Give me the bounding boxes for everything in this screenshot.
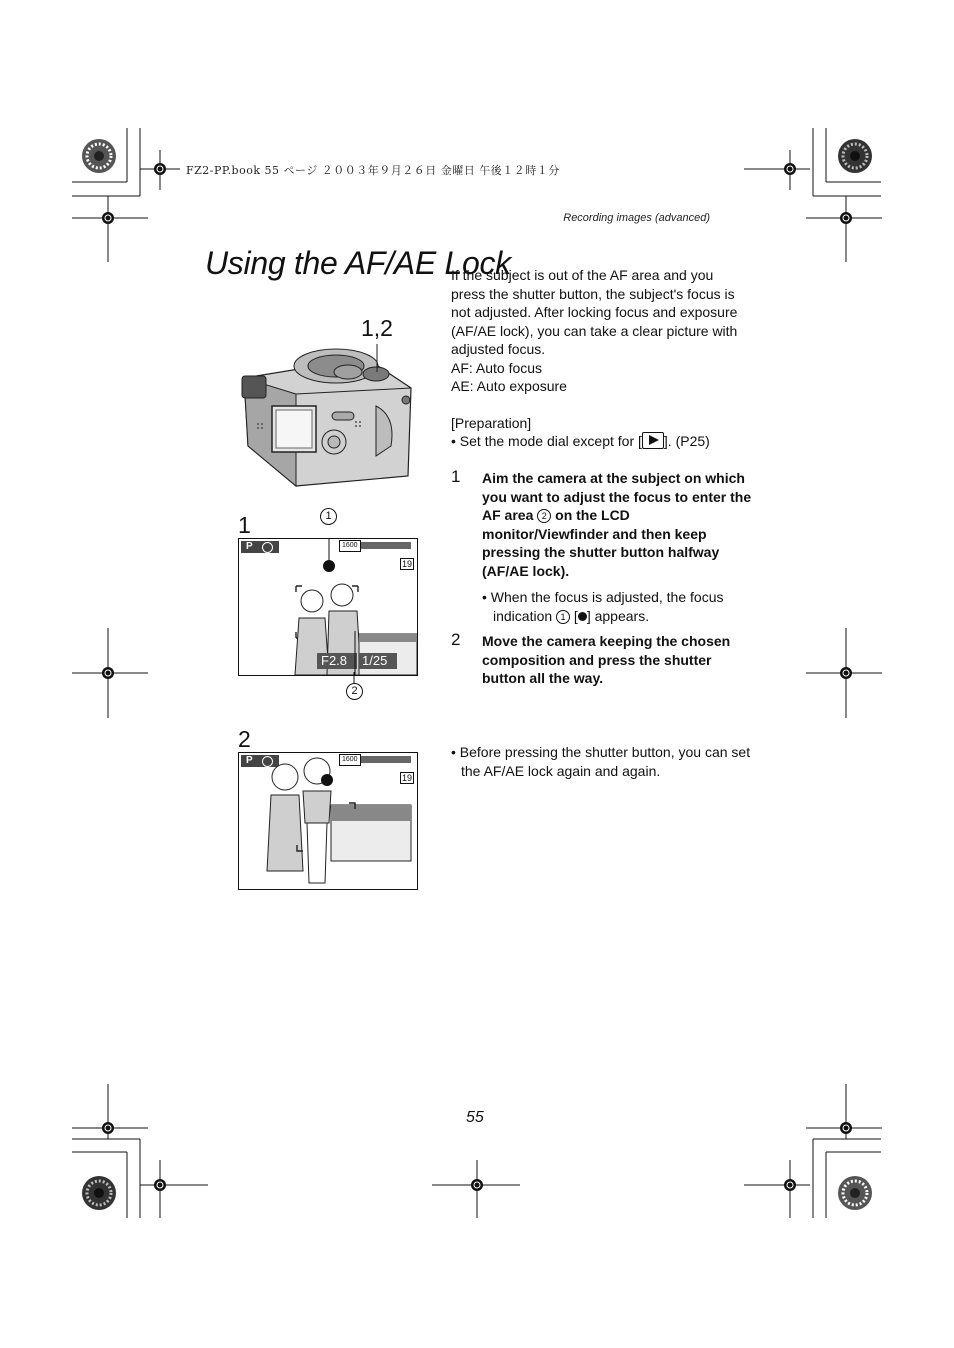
prep-text-after: ]. (P25) (663, 433, 710, 449)
preparation-bullet: • Set the mode dial except for [ ]. (P25) (451, 433, 710, 449)
mode-label: P (246, 541, 253, 552)
intro-text: If the subject is out of the AF area and you press the shutter button, the subject's focus is not adjusted. After locking focus and exposure (AF/AE lock), you can take a clear picture with adjusted focus. (451, 267, 738, 357)
ae-definition: AE: Auto exposure (451, 378, 567, 394)
mode-label-2: P (246, 755, 253, 766)
lcd-screen-2 (238, 752, 418, 890)
focus-dot-icon (578, 612, 587, 621)
focus-indicator-dot (323, 560, 335, 572)
step-1-text-a: Aim the camera at the subject on which you want to adjust the focus to enter the AF area (482, 470, 752, 523)
iso-display-2: 1600 (339, 754, 361, 766)
step-1-text-b: on the LCD monitor/Viewfinder and then keep pressing the shutter button halfway (AF/AE lock). (482, 507, 720, 579)
camera-figure-label: 1,2 (361, 315, 393, 341)
step-1-sub-b: [ (570, 607, 578, 624)
scene-illustration (239, 539, 417, 675)
step-1-sub-c: ] appears. (586, 607, 650, 624)
shutter-readout: 1/25 (362, 653, 388, 668)
intro-paragraph (451, 266, 751, 396)
callout-2-leader (345, 672, 357, 684)
section-header: Recording images (advanced) (563, 212, 710, 224)
step-2-text: Move the camera keeping the chosen composition and press the shutter button all the way. (482, 633, 731, 686)
page-title: Using the AF/AE Lock (205, 245, 511, 282)
preparation-heading: [Preparation] (451, 415, 532, 431)
step-1-number: 1 (451, 467, 461, 486)
callout-1: 1 (320, 508, 337, 525)
step-1-sub-a: When the focus is adjusted, the focus indication (490, 589, 724, 624)
callout-2: 2 (346, 683, 363, 700)
shots-remaining-2: 19 (401, 773, 412, 783)
iso-display: 1600 (339, 540, 361, 552)
figure-2-label: 2 (238, 726, 251, 752)
scene-illustration-2 (239, 753, 417, 889)
step-1-text (482, 469, 754, 580)
note-bullet: • Before pressing the shutter button, you can set the AF/AE lock again and again. (451, 744, 751, 779)
step-2-number: 2 (451, 630, 461, 649)
lcd-screen-1 (238, 538, 418, 676)
aperture-readout: F2.8 (321, 653, 348, 668)
af-definition: AF: Auto focus (451, 359, 543, 376)
circle-number-2: 2 (537, 509, 551, 523)
circle-number-1: 1 (556, 610, 570, 624)
play-mode-icon (642, 432, 664, 449)
page-number: 55 (466, 1109, 484, 1126)
shots-remaining: 19 (401, 559, 412, 569)
note-text: Before pressing the shutter button, you can set the AF/AE lock again and again. (459, 744, 751, 779)
step-1-sub-bullet: • When the focus is adjusted, the focus indication 1 [ ] appears. (482, 589, 724, 624)
camera-illustration (236, 336, 416, 492)
figure-1-label: 1 (238, 512, 251, 538)
focus-indicator-dot-2 (321, 774, 333, 786)
file-info-line: FZ2-PP.book 55 ページ ２００３年９月２６日 金曜日 午後１２時１分 (186, 164, 560, 177)
prep-text-before: Set the mode dial except for [ (459, 433, 642, 449)
